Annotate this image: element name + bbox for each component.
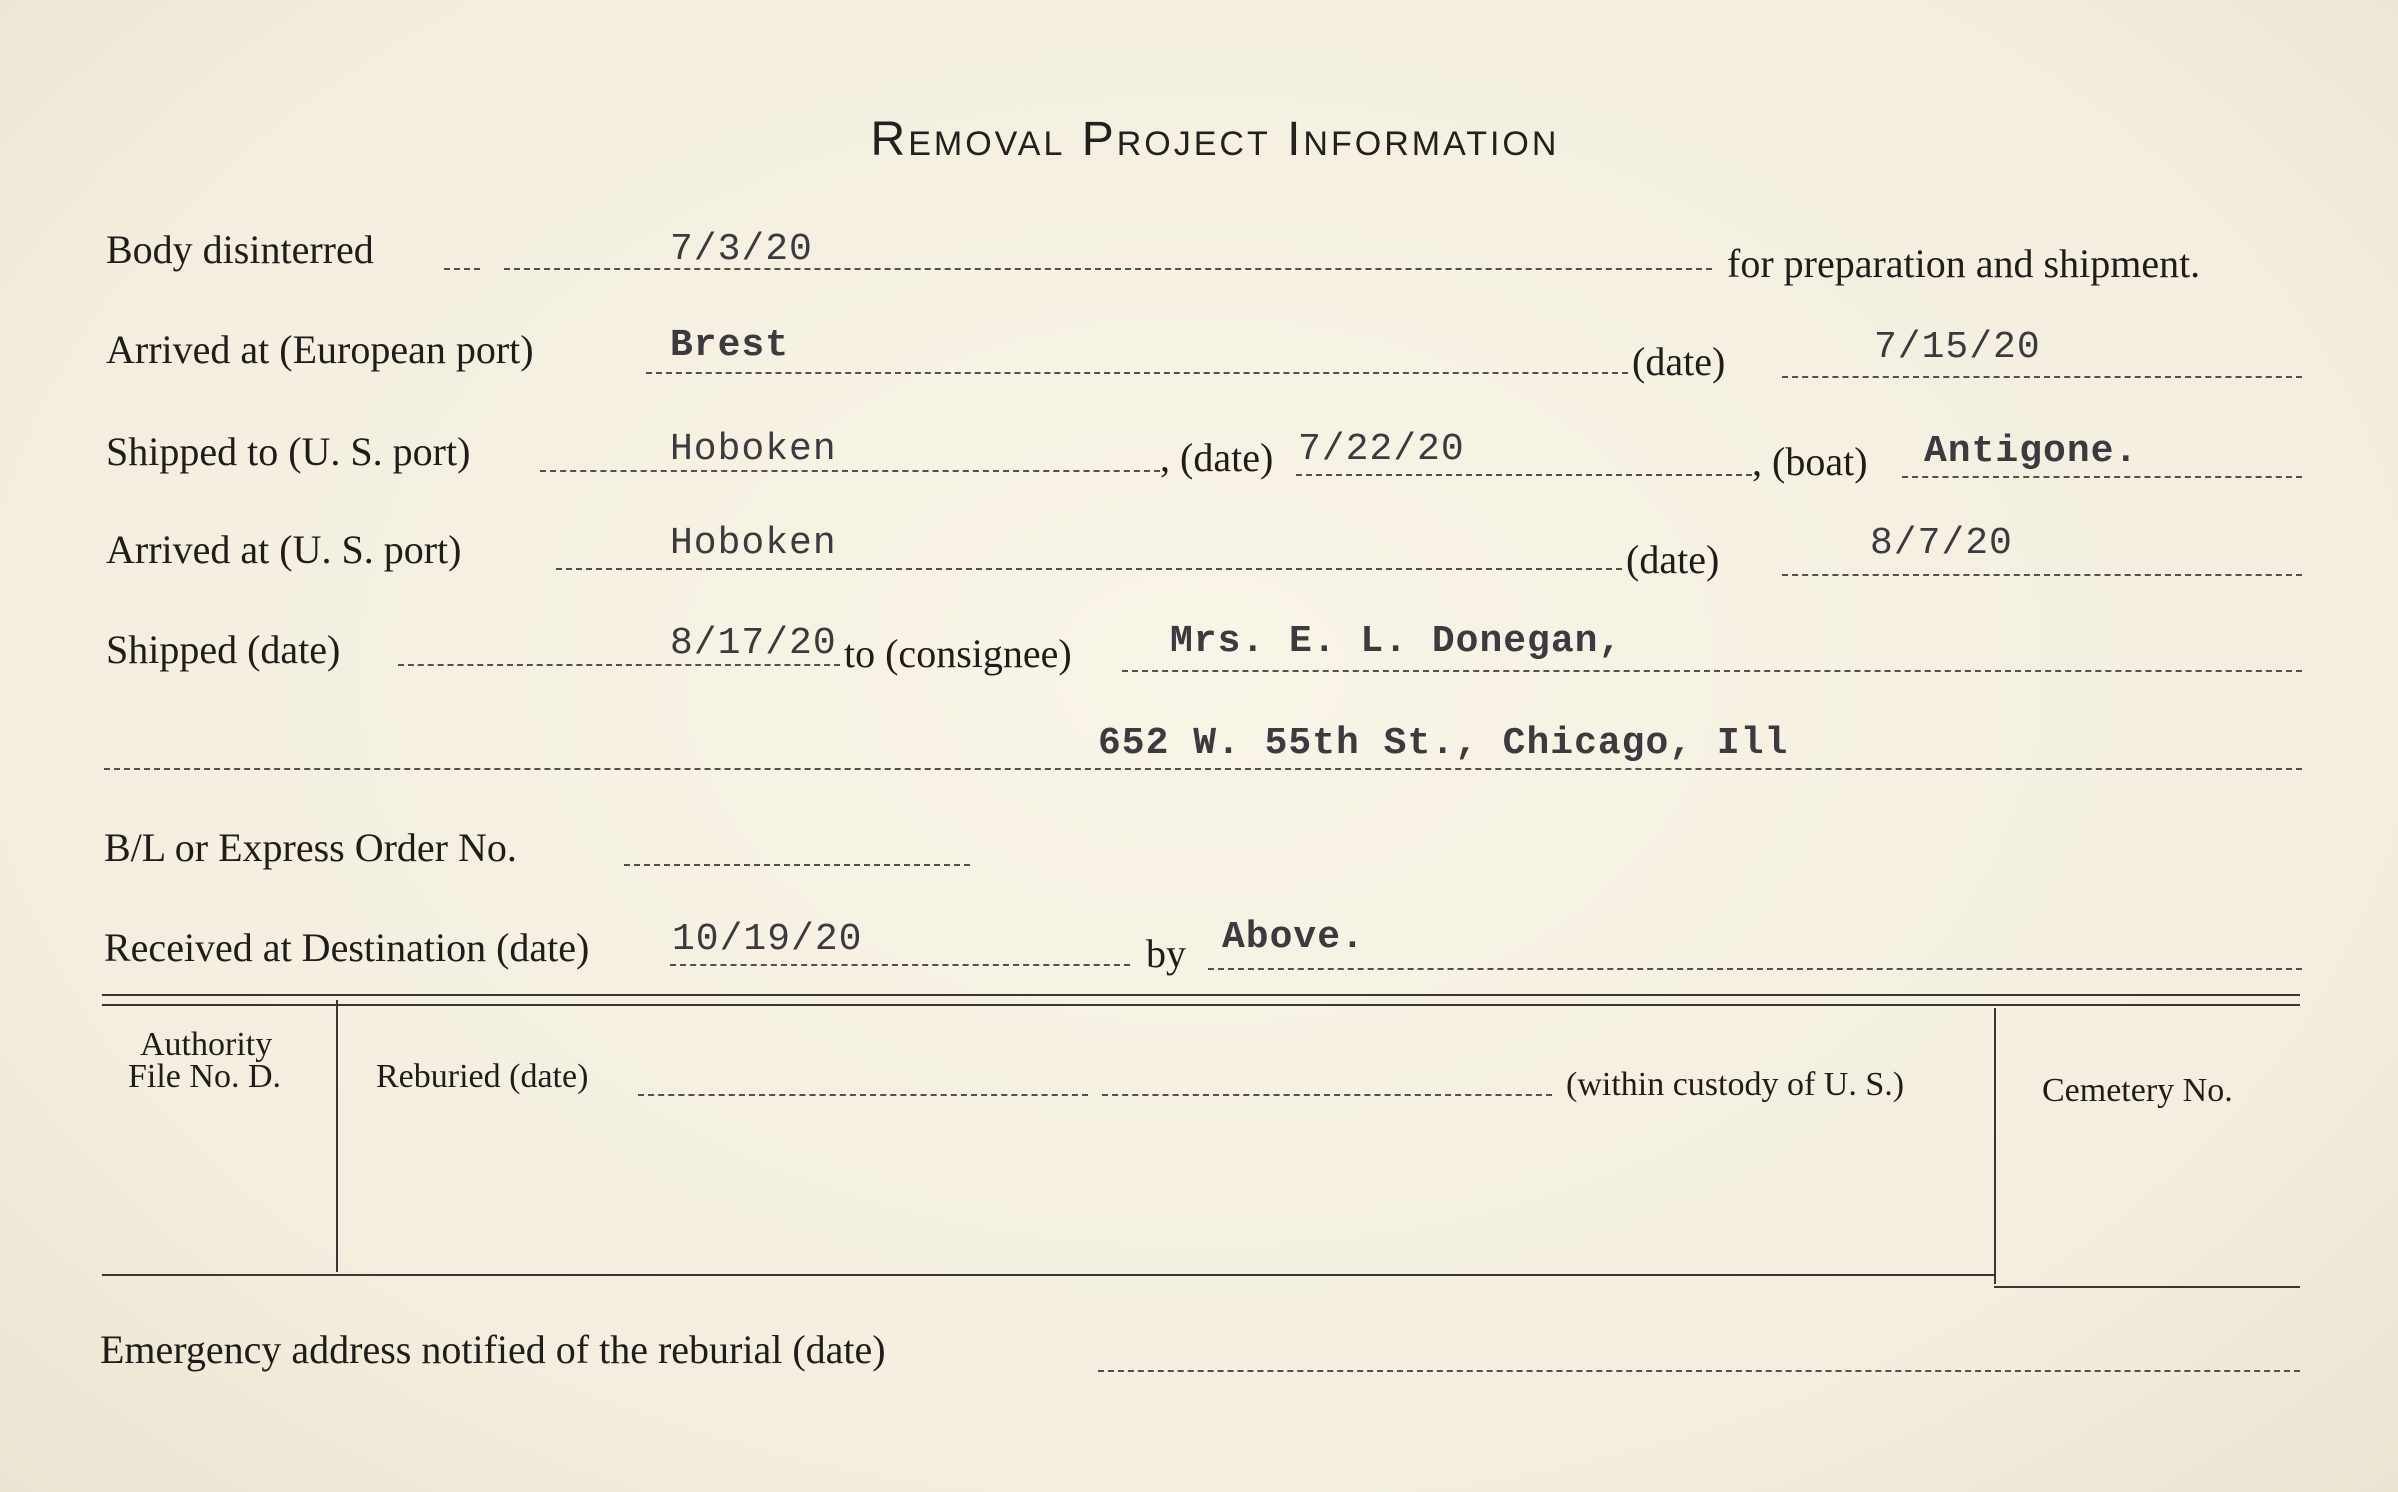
bl-express-order-field (624, 864, 970, 866)
double-rule-top (102, 994, 2300, 996)
shipped-to-port-field (540, 470, 1160, 472)
shipped-to-date-value: 7/22/20 (1298, 428, 1465, 471)
body-disinterred-label: Body disinterred (106, 227, 374, 272)
received-date-field (670, 964, 1130, 966)
arrived-us-date-field (1782, 574, 2302, 576)
arrived-european-port-label: Arrived at (European port) (106, 327, 534, 372)
to-consignee-label: to (consignee) (844, 631, 1072, 676)
arrived-us-date-value: 8/7/20 (1870, 522, 2013, 565)
received-by-field (1208, 968, 2302, 970)
bl-express-order-label: B/L or Express Order No. (104, 825, 517, 870)
within-custody-label: (within custody of U. S.) (1566, 1066, 1905, 1103)
emergency-address-label: Emergency address notified of the reburial (date) (100, 1327, 886, 1372)
card-title: Removal Project Information (870, 113, 1560, 166)
box-bottom-rule-left (102, 1274, 1996, 1276)
consignee-address-field (104, 768, 2302, 770)
consignee-value: Mrs. E. L. Donegan, (1170, 620, 1623, 663)
received-destination-label: Received at Destination (date) (104, 925, 590, 970)
dash-line (444, 268, 480, 270)
boat-field (1902, 476, 2302, 478)
european-date-field (1782, 376, 2302, 378)
authority-label-line1: Authority (140, 1026, 273, 1063)
boat-value: Antigone. (1924, 430, 2139, 473)
box-bottom-rule-right (1994, 1286, 2300, 1288)
disinterred-date-value: 7/3/20 (670, 228, 813, 271)
arrived-us-port-field (556, 568, 1622, 570)
emergency-date-field (1098, 1370, 2300, 1372)
reburied-date-label: Reburied (date) (376, 1058, 589, 1095)
reburied-date-field-a (638, 1094, 1088, 1096)
european-date-label: (date) (1632, 339, 1726, 384)
shipped-date-label: Shipped (date) (106, 627, 341, 672)
box-divider-left (336, 1000, 338, 1272)
for-preparation-label: for preparation and shipment. (1727, 241, 2201, 286)
shipped-to-us-port-label: Shipped to (U. S. port) (106, 429, 471, 474)
shipped-date-value: 8/17/20 (670, 622, 837, 665)
shipped-to-date-label: , (date) (1160, 435, 1274, 480)
arrived-us-port-label: Arrived at (U. S. port) (106, 527, 462, 572)
received-by-value: Above. (1222, 916, 1365, 959)
european-port-value: Brest (670, 324, 790, 367)
consignee-address-value: 652 W. 55th St., Chicago, Ill (1098, 722, 1789, 765)
authority-label-line2: File No. D. (128, 1058, 281, 1095)
arrived-us-date-label: (date) (1626, 537, 1720, 582)
consignee-field (1122, 670, 2302, 672)
received-date-value: 10/19/20 (672, 918, 863, 961)
boat-label: , (boat) (1752, 439, 1868, 484)
arrived-us-port-value: Hoboken (670, 522, 837, 565)
cemetery-no-label: Cemetery No. (2042, 1072, 2233, 1109)
shipped-to-date-field (1296, 474, 1752, 476)
shipped-to-port-value: Hoboken (670, 428, 837, 471)
double-rule-bottom (102, 1004, 2300, 1006)
box-divider-right (1994, 1008, 1996, 1284)
received-by-label: by (1146, 931, 1186, 976)
european-port-field (646, 372, 1628, 374)
european-date-value: 7/15/20 (1874, 326, 2041, 369)
reburied-date-field-b (1102, 1094, 1552, 1096)
